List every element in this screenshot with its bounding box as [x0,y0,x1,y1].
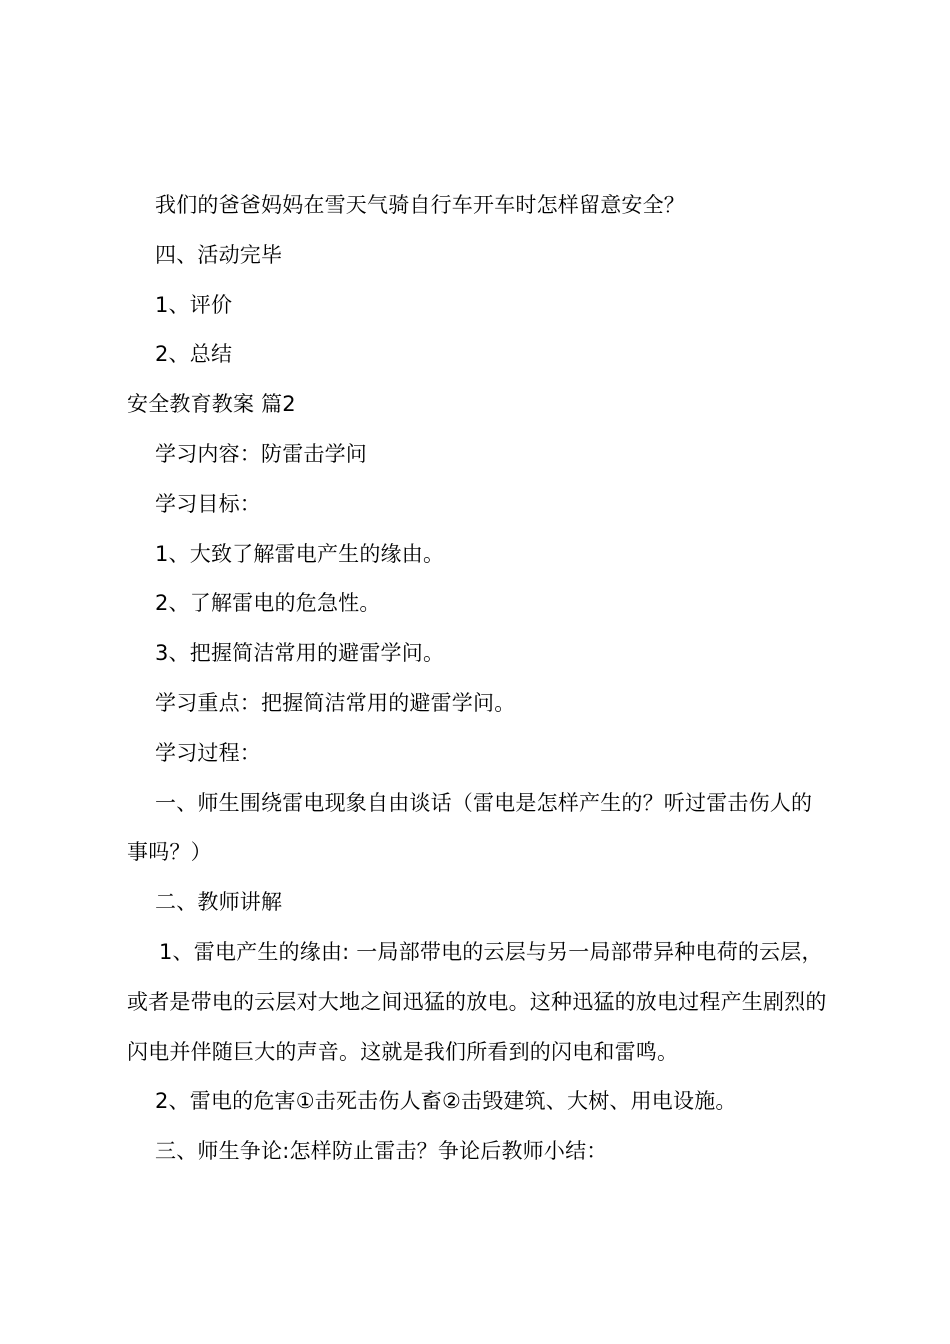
learning-goal-2: 2、了解雷电的危急性。 [155,591,381,616]
document-body [127,181,833,1177]
learning-goal-3: 3、把握简洁常用的避雷学问。 [155,641,445,666]
learning-goals-heading: 学习目标： [155,491,261,516]
process-step-teacher-explains: 二、教师讲解 [155,890,283,915]
lightning-cause-paragraph: 1、雷电产生的缘由: 一局部带电的云层与另一局部带异种电荷的云层，或者是带电的云层对大地之间迅猛的放电。这种迅猛的放电过程产生剧烈的闪电并伴随巨大的声音。这就是我们所看到的闪电和雷鸣。 [127,939,827,1064]
process-step-debate: 三、师生争论:怎样防止雷击？争论后教师小结： [155,1139,608,1164]
paragraph-safety-question: 我们的爸爸妈妈在雪天气骑自行车开车时怎样留意安全？ [155,193,685,217]
learning-process-heading: 学习过程： [155,740,261,765]
list-item-summary: 2、总结 [155,342,233,367]
lesson-plan-title: 安全教育教案 篇2 [127,392,296,417]
learning-focus: 学习重点：把握简洁常用的避雷学问。 [155,690,516,715]
learning-content: 学习内容：防雷击学问 [155,441,367,466]
process-step-discussion: 一、师生围绕雷电现象自由谈话（雷电是怎样产生的？听过雷击伤人的事吗？） [127,790,813,865]
list-item-evaluation: 1、评价 [155,292,233,317]
lightning-harm-paragraph: 2、雷电的危害①击死击伤人畜②击毁建筑、大树、用电设施。 [155,1089,737,1114]
learning-goal-1: 1、大致了解雷电产生的缘由。 [155,541,445,566]
section-heading-activity-end: 四、活动完毕 [155,242,283,267]
